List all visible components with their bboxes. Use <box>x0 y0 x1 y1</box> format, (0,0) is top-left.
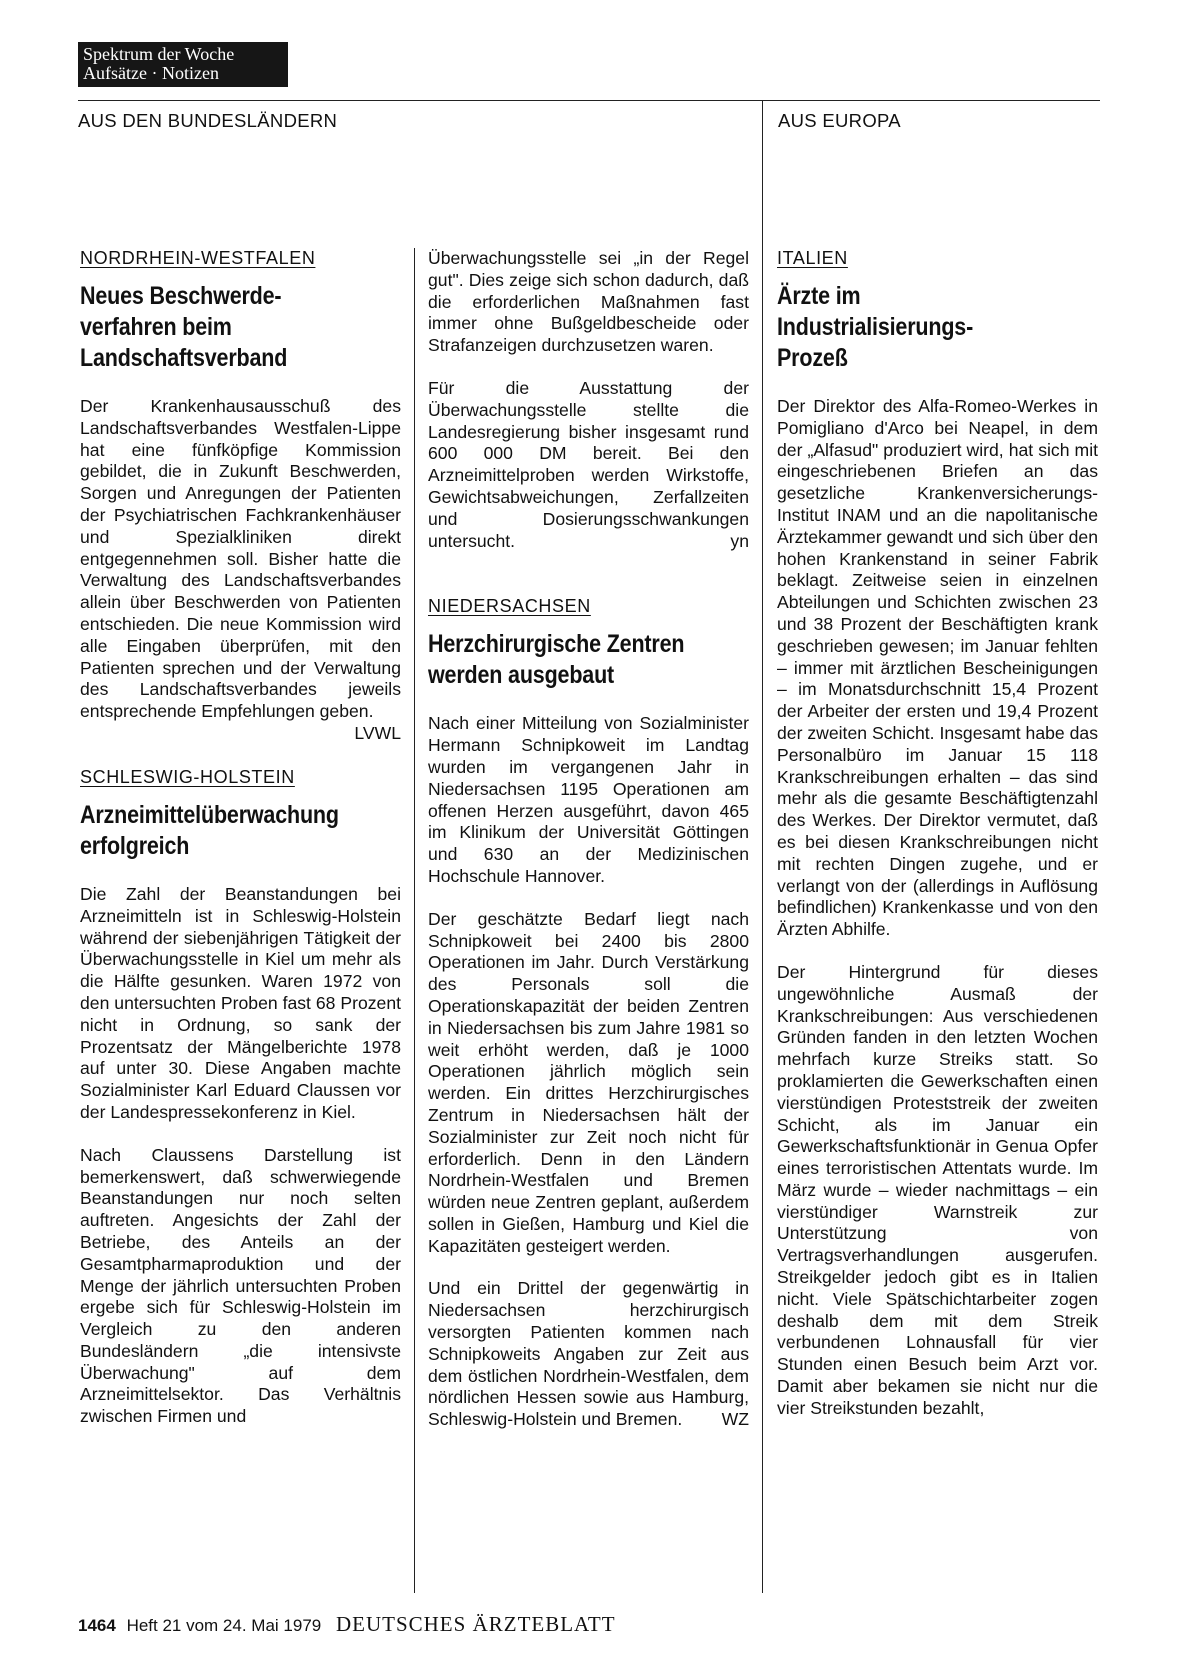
article-paragraph <box>80 396 401 743</box>
article-paragraph: Der Hintergrund für dieses ungewöhnliche Ausmaß der Krankschreibungen: Aus verschiedenen Gründen fanden in den letzten Wochen mehrfach kurze Streiks statt. So proklamierten die Gewerkschaften einen vierstündigen Proteststreik der zweiten Schicht, als im Januar ein Gewerkschaftsfunktionär in Genua Opfer eines terroristischen Attentats wurde. Im März wurde – wieder nachmittags – ein vierstündiger Warnstreik zur Unterstützung von Vertragsverhandlungen ausgerufen. Streikgelder jedoch gibt es in Italien nicht. Viele Spätschichtarbeiter zogen deshalb dem mit dem Streik verbundenen Lohnausfall für vier Stunden einen Besuch beim Arzt vor. Damit aber bekamen sie nicht nur die vier Streikstunden bezahlt, <box>777 961 1098 1418</box>
page-number: 1464 <box>78 1616 116 1635</box>
author-signature: WZ <box>721 1409 749 1430</box>
region-label: NIEDERSACHSEN <box>428 596 591 617</box>
article-paragraph: Der Direktor des Alfa-Romeo-Werkes in Pomigliano d'Arco bei Neapel, in dem der „Alfasud" produziert wird, hat sich mit eingeschriebenen Briefen an das gesetzliche Krankenversicherungs-Institut INAM und an die napolitanische Ärztekammer gewandt und sich über den hohen Krankenstand in seiner Fabrik beklagt. Zeitweise seien in einzelnen Abteilungen und Schichten zwischen 23 und 38 Prozent der Beschäftigten krank geschrieben gewesen; im Januar fehlten – immer mit ärztlichen Bescheinigungen – im Monatsdurchschnitt 15,4 Prozent der Arbeiter der ersten und 19,4 Prozent der zweiten Schicht. Insgesamt habe das Personalbüro im Januar 15 118 Krankschreibungen erhalten – das sind mehr als die gesamte Beschäftigtenzahl des Werkes. Der Direktor vermutet, daß es bei diesen Krankschreibungen nicht mit rechten Dingen zugehe, und er verlangt von der (allerdings in Auflösung befindlichen) Krankenkasse und von den Ärzten Abhilfe. <box>777 396 1098 940</box>
article-text: Und ein Drittel der gegenwärtig in Niedersachsen herzchirurgisch versorgten Patienten kommen nach Schnipkoweits Angaben zur Zeit aus dem östlichen Nordrhein-Westfalen, dem nördlichen Hessen sowie aus Hamburg, Schleswig-Holstein und Bremen. <box>428 1278 749 1430</box>
article-paragraph: Überwachungsstelle sei „in der Regel gut". Dies zeige sich schon dadurch, daß die erforderlichen Maßnahmen fast immer ohne Bußgeldbescheide oder Strafanzeigen durchzusetzen waren. <box>428 248 749 356</box>
column-3 <box>777 248 1098 1441</box>
article-paragraph: Nach einer Mitteilung von Sozialminister Hermann Schnipkoweit im Landtag wurden im vergangenen Jahr in Niedersachsen 1195 Operationen am offenen Herzen ausgeführt, davon 465 im Klinikum der Universität Göttingen und 630 an der Medizinischen Hochschule Hannover. <box>428 713 749 886</box>
issue-info: Heft 21 vom 24. Mai 1979 <box>126 1616 322 1635</box>
column-1 <box>80 248 401 1449</box>
article-paragraph: Nach Claussens Darstellung ist bemerkenswert, daß schwerwiegende Beanstandungen nur noch selten auftreten. Angesichts der Zahl der Betriebe, des Anteils an der Gesamtpharmaproduktion und der Menge der jährlich untersuchten Proben ergebe sich für Schleswig-Holstein im Vergleich zu den anderen Bundesländern „die intensivste Überwachung" auf dem Arzneimittelsektor. Das Verhältnis zwischen Firmen und <box>80 1144 401 1427</box>
author-signature: LVWL <box>354 722 401 743</box>
article-headline: Ärzte im Industrialisierungs- Prozeß <box>777 282 974 372</box>
article-paragraph <box>428 1278 749 1431</box>
page-footer <box>78 1612 616 1637</box>
column-divider-2 <box>762 100 763 1593</box>
article-headline: Neues Beschwerde- verfahren beim Landschaftsverband <box>80 282 288 372</box>
author-signature: yn <box>730 530 749 551</box>
section-heading-europa: AUS EUROPA <box>778 110 901 131</box>
header-rule <box>78 100 1100 101</box>
article-paragraph: Die Zahl der Beanstandungen bei Arzneimitteln ist in Schleswig-Holstein während der siebenjährigen Tätigkeit der Überwachungsstelle in Kiel um mehr als die Hälfte gesunken. Waren 1972 von den untersuchten Proben fast 68 Prozent nicht in Ordnung, so sank der Prozentsatz der Mängelberichte 1978 auf unter 30. Diese Angaben machte Sozialminister Karl Eduard Claussen vor der Landespressekonferenz in Kiel. <box>80 883 401 1122</box>
magazine-name: DEUTSCHES ÄRZTEBLATT <box>335 1612 616 1636</box>
article-paragraph <box>428 378 749 552</box>
region-label: SCHLESWIG-HOLSTEIN <box>80 766 295 787</box>
article-headline: Herzchirurgische Zentren werden ausgebaut <box>428 630 685 690</box>
section-tag-line1: Spektrum der Woche <box>83 44 235 64</box>
section-tag <box>78 42 288 87</box>
article-text: Für die Ausstattung der Überwachungsstelle stellte die Landesregierung bisher insgesamt rund 600 000 DM bereit. Bei den Arzneimittelproben werden Wirkstoffe, Gewichtsabweichungen, Zerfallzeiten und Dosierungsschwankungen untersucht. <box>428 377 749 551</box>
region-label: NORDRHEIN-WESTFALEN <box>80 248 316 268</box>
column-divider-1 <box>414 248 415 1593</box>
region-label: ITALIEN <box>777 248 848 268</box>
section-tag-line2: Aufsätze · Notizen <box>83 63 219 83</box>
article-text: Der Krankenhausausschuß des Landschaftsverbandes Westfalen-Lippe hat eine fünfköpfige Kommission gebildet, die in Zukunft Beschwerden, Sorgen und Anregungen der Patienten der Psychiatrischen Fachkrankenhäuser und Spezialkliniken direkt entgegennehmen soll. Bisher hatte die Verwaltung des Landschaftsverbandes allein über Beschwerden von Patienten entschieden. Die neue Kommission wird alle Eingaben überprüfen, mit den Patienten sprechen und der Verwaltung des Landschaftsverbandes jeweils entsprechende Empfehlungen geben. <box>80 396 401 722</box>
article-paragraph: Der geschätzte Bedarf liegt nach Schnipkoweit bei 2400 bis 2800 Operationen im Jahr. Durch Verstärkung des Personals soll die Operationskapazität der beiden Zentren in Niedersachsen bis zum Jahre 1981 so weit erhöht werden, daß je 1000 Operationen jährlich möglich sein werden. Ein drittes Herzchirurgisches Zentrum in Niedersachsen hält der Sozialminister zur Zeit noch nicht für erforderlich. Denn in den Ländern Nordrhein-Westfalen und Bremen würden neue Zentren geplant, außerdem sollen in Gießen, Hamburg und Kiel die Kapazitäten gesteigert werden. <box>428 908 749 1256</box>
column-2 <box>428 248 749 1452</box>
section-heading-bundeslaender: AUS DEN BUNDESLÄNDERN <box>78 110 338 131</box>
article-headline: Arzneimittelüberwachung erfolgreich <box>80 800 339 860</box>
